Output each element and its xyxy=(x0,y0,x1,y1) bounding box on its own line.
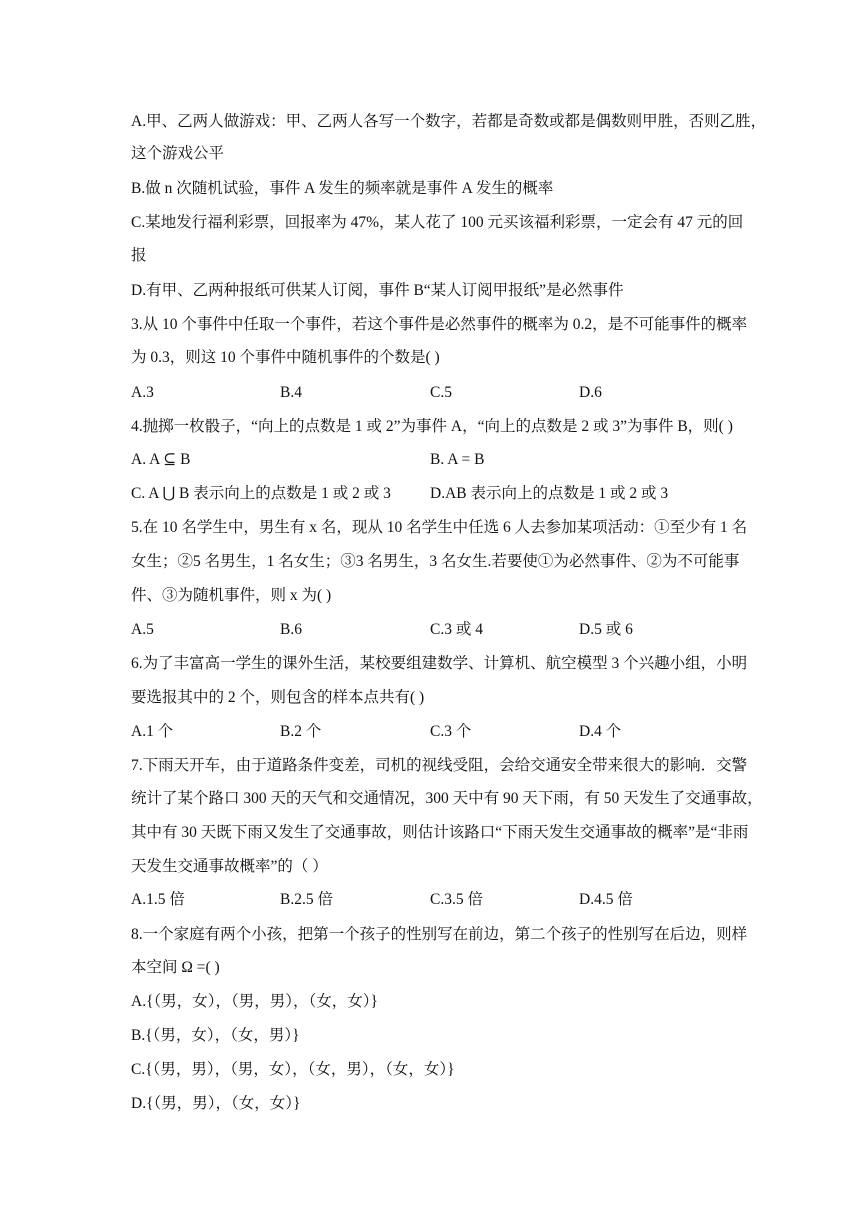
q5-option-c: C.3 或 4 xyxy=(430,621,483,638)
q3-option-a: A.3 xyxy=(131,384,154,401)
option-b: B.做 n 次随机试验，事件 A 发生的频率就是事件 A 发生的概率 xyxy=(131,180,554,197)
q8-option-c: C.{（男，男），（男，女），（女，男），（女，女）} xyxy=(131,1061,455,1078)
q5-option-b: B.6 xyxy=(280,621,302,638)
q7-option-a: A.1.5 倍 xyxy=(131,891,185,908)
option-c-line2: 报 xyxy=(131,247,147,264)
q7-option-c: C.3.5 倍 xyxy=(430,891,483,908)
q6-option-b: B.2 个 xyxy=(280,723,322,740)
q3-stem-line1: 3.从 10 个事件中任取一个事件，若这个事件是必然事件的概率为 0.2，是不可能事件的概率 xyxy=(131,316,748,333)
q3-option-c: C.5 xyxy=(430,384,452,401)
q8-stem-line1: 8.一个家庭有两个小孩，把第一个孩子的性别写在前边，第二个孩子的性别写在后边，则样 xyxy=(131,926,748,943)
q7-stem-line2: 统计了某个路口 300 天的天气和交通情况，300 天中有 90 天下雨，有 50 天发生了交通事故， xyxy=(131,790,763,807)
q4-option-a: A. A ⊆ B xyxy=(131,451,191,468)
q7-option-b: B.2.5 倍 xyxy=(280,891,333,908)
q7-stem-line1: 7.下雨天开车，由于道路条件变差，司机的视线受阻，会给交通安全带来很大的影响．交警 xyxy=(131,757,748,774)
q7-stem-line4: 天发生交通事故概率”的（ ） xyxy=(131,858,328,875)
q5-stem-line1: 5.在 10 名学生中，男生有 x 名，现从 10 名学生中任选 6 人去参加某项活动：①至少有 1 名 xyxy=(131,519,748,536)
q8-option-a: A.{（男，女），（男，男），（女，女）} xyxy=(131,993,378,1010)
q8-option-b: B.{（男，女），（女，男）} xyxy=(131,1027,300,1044)
q5-stem-line3: 件、③为随机事件，则 x 为( ) xyxy=(131,587,332,604)
q6-option-d: D.4 个 xyxy=(579,723,622,740)
option-d: D.有甲、乙两种报纸可供某人订阅，事件 B“某人订阅甲报纸”是必然事件 xyxy=(131,282,624,299)
q4-stem: 4.抛掷一枚骰子，“向上的点数是 1 或 2”为事件 A，“向上的点数是 2 或 3”为事件 B，则( ) xyxy=(131,418,733,435)
q4-option-c: C. A ⋃ B 表示向上的点数是 1 或 2 或 3 xyxy=(131,485,391,502)
q8-option-d: D.{（男，男），（女，女）} xyxy=(131,1095,301,1112)
q3-option-b: B.4 xyxy=(280,384,302,401)
option-a-line1: A.甲、乙两人做游戏：甲、乙两人各写一个数字，若都是奇数或都是偶数则甲胜，否则乙胜， xyxy=(131,113,767,130)
q6-stem-line1: 6.为了丰富高一学生的课外生活，某校要组建数学、计算机、航空模型 3 个兴趣小组，小明 xyxy=(131,655,748,672)
q7-stem-line3: 其中有 30 天既下雨又发生了交通事故，则估计该路口“下雨天发生交通事故的概率”是“非雨 xyxy=(131,824,749,841)
q8-stem-line2: 本空间 Ω =( ) xyxy=(131,959,220,976)
q5-option-d: D.5 或 6 xyxy=(579,621,633,638)
q7-option-d: D.4.5 倍 xyxy=(579,891,633,908)
q5-option-a: A.5 xyxy=(131,621,154,638)
q6-option-c: C.3 个 xyxy=(430,723,472,740)
q6-option-a: A.1 个 xyxy=(131,723,174,740)
q5-stem-line2: 女生；②5 名男生，1 名女生；③3 名男生，3 名女生.若要使①为必然事件、②为不可能事 xyxy=(131,553,740,570)
option-c-line1: C.某地发行福利彩票，回报率为 47%，某人花了 100 元买该福利彩票，一定会有 47 元的回 xyxy=(131,214,744,231)
q4-option-b: B. A = B xyxy=(430,451,485,468)
q3-option-d: D.6 xyxy=(579,384,602,401)
option-a-line2: 这个游戏公平 xyxy=(131,145,225,162)
q6-stem-line2: 要选报其中的 2 个，则包含的样本点共有( ) xyxy=(131,689,425,706)
q3-stem-line2: 为 0.3，则这 10 个事件中随机事件的个数是( ) xyxy=(131,349,440,366)
q4-option-d: D.AB 表示向上的点数是 1 或 2 或 3 xyxy=(430,485,669,502)
